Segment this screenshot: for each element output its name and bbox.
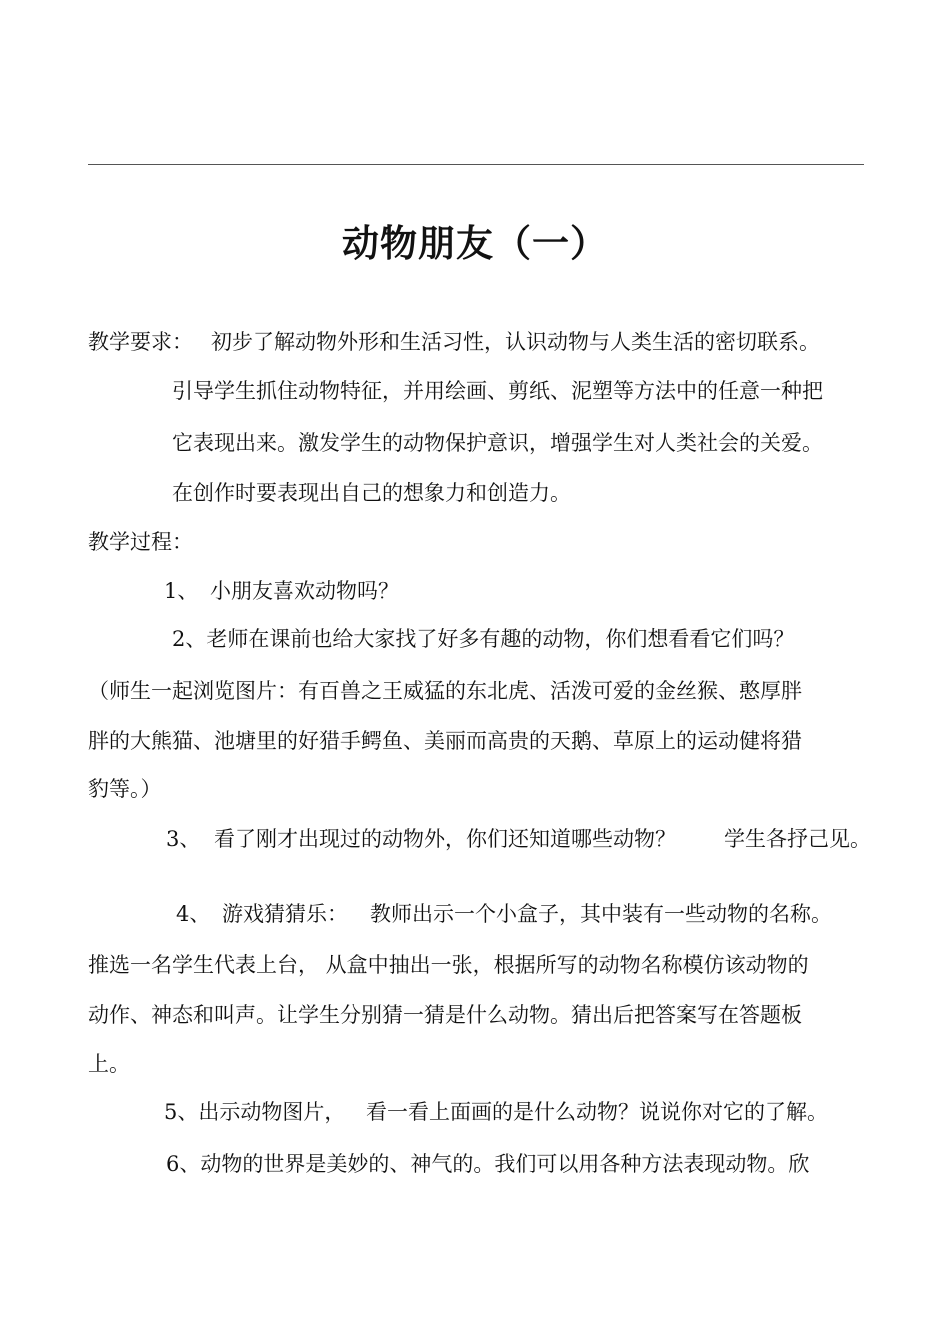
requirements-label: 教学要求： [88, 330, 193, 354]
step3-number: 3、 [166, 827, 201, 851]
step6-text: 6、动物的世界是美妙的、神气的。我们可以用各种方法表现动物。欣 [166, 1152, 810, 1176]
requirements-line-3: 它表现出来。激发学生的动物保护意识，增强学生对人类社会的关爱。 [172, 431, 823, 455]
step1-text: 小朋友喜欢动物吗？ [210, 579, 399, 603]
step2-line-4: 豹等。） [88, 777, 162, 801]
page-title: 动物朋友（一） [342, 222, 608, 265]
requirements-line-2: 引导学生抓住动物特征，并用绘画、剪纸、泥塑等方法中的任意一种把 [172, 379, 823, 403]
step2-line-1: 2、老师在课前也给大家找了好多有趣的动物，你们想看看它们吗？ [172, 627, 795, 651]
step5-number: 5、出示动物图片， [164, 1100, 346, 1124]
step2-line-2: （师生一起浏览图片：有百兽之王威猛的东北虎、活泼可爱的金丝猴、憨厚胖 [88, 679, 802, 703]
step4-number: 4、 [176, 902, 211, 926]
step3-tail: 学生各抒己见。 [724, 827, 871, 851]
header-rule [88, 164, 864, 165]
requirements-line-4: 在创作时要表现出自己的想象力和创造力。 [172, 481, 571, 505]
step2-line-3: 胖的大熊猫、池塘里的好猎手鳄鱼、美丽而高贵的天鹅、草原上的运动健将猎 [88, 729, 802, 753]
step3-text: 看了刚才出现过的动物外，你们还知道哪些动物？ [214, 827, 676, 851]
step4-line-2: 推选一名学生代表上台， 从盒中抽出一张，根据所写的动物名称模仿该动物的 [88, 953, 809, 977]
step1-number: 1、 [164, 579, 199, 603]
step4-first-line: 教师出示一个小盒子，其中装有一些动物的名称。 [370, 902, 832, 926]
step4-label: 游戏猜猜乐： [222, 902, 348, 926]
step4-line-3: 动作、神态和叫声。让学生分别猜一猜是什么动物。猜出后把答案写在答题板 [88, 1003, 802, 1027]
step4-line-4: 上。 [88, 1052, 130, 1076]
step5-text: 看一看上面画的是什么动物？说说你对它的了解。 [366, 1100, 828, 1124]
process-label: 教学过程： [88, 530, 193, 554]
requirements-line-1: 初步了解动物外形和生活习性，认识动物与人类生活的密切联系。 [211, 330, 820, 354]
